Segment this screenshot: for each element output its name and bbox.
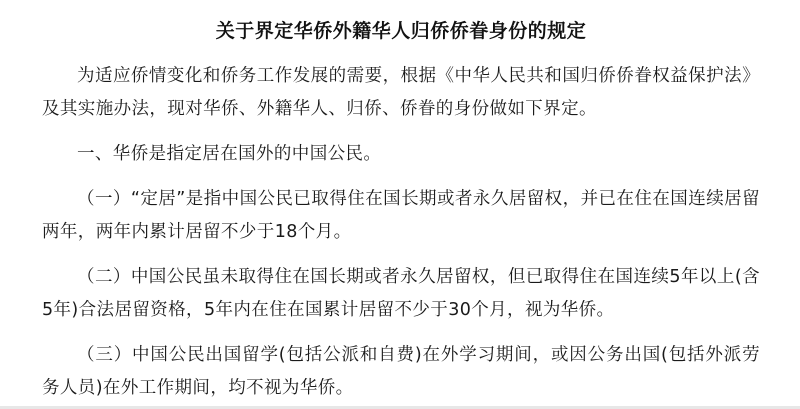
paragraph-item-one: （一）“定居”是指中国公民已取得住在国长期或者永久居留权，并已在住在国连续居留两年，两年内累计居留不少于18个月。 <box>42 189 760 242</box>
paragraph-item-two: （二）中国公民虽未取得住在国长期或者永久居留权，但已取得住在国连续5年以上(含5年)合法居留资格，5年内在住在国累计居留不少于30个月，视为华侨。 <box>42 267 760 320</box>
page-title: 关于界定华侨外籍华人归侨侨眷身份的规定 <box>215 20 587 42</box>
paragraph-section-one: 一、华侨是指定居在国外的中国公民。 <box>77 144 382 164</box>
paragraph-item-three: （三）中国公民出国留学(包括公派和自费)在外学习期间，或因公务出国(包括外派劳务人员)在外工作期间，均不视为华侨。 <box>42 345 760 398</box>
paragraph-intro: 为适应侨情变化和侨务工作发展的需要，根据《中华人民共和国归侨侨眷权益保护法》及其实施办法，现对华侨、外籍华人、归侨、侨眷的身份做如下界定。 <box>42 66 760 119</box>
